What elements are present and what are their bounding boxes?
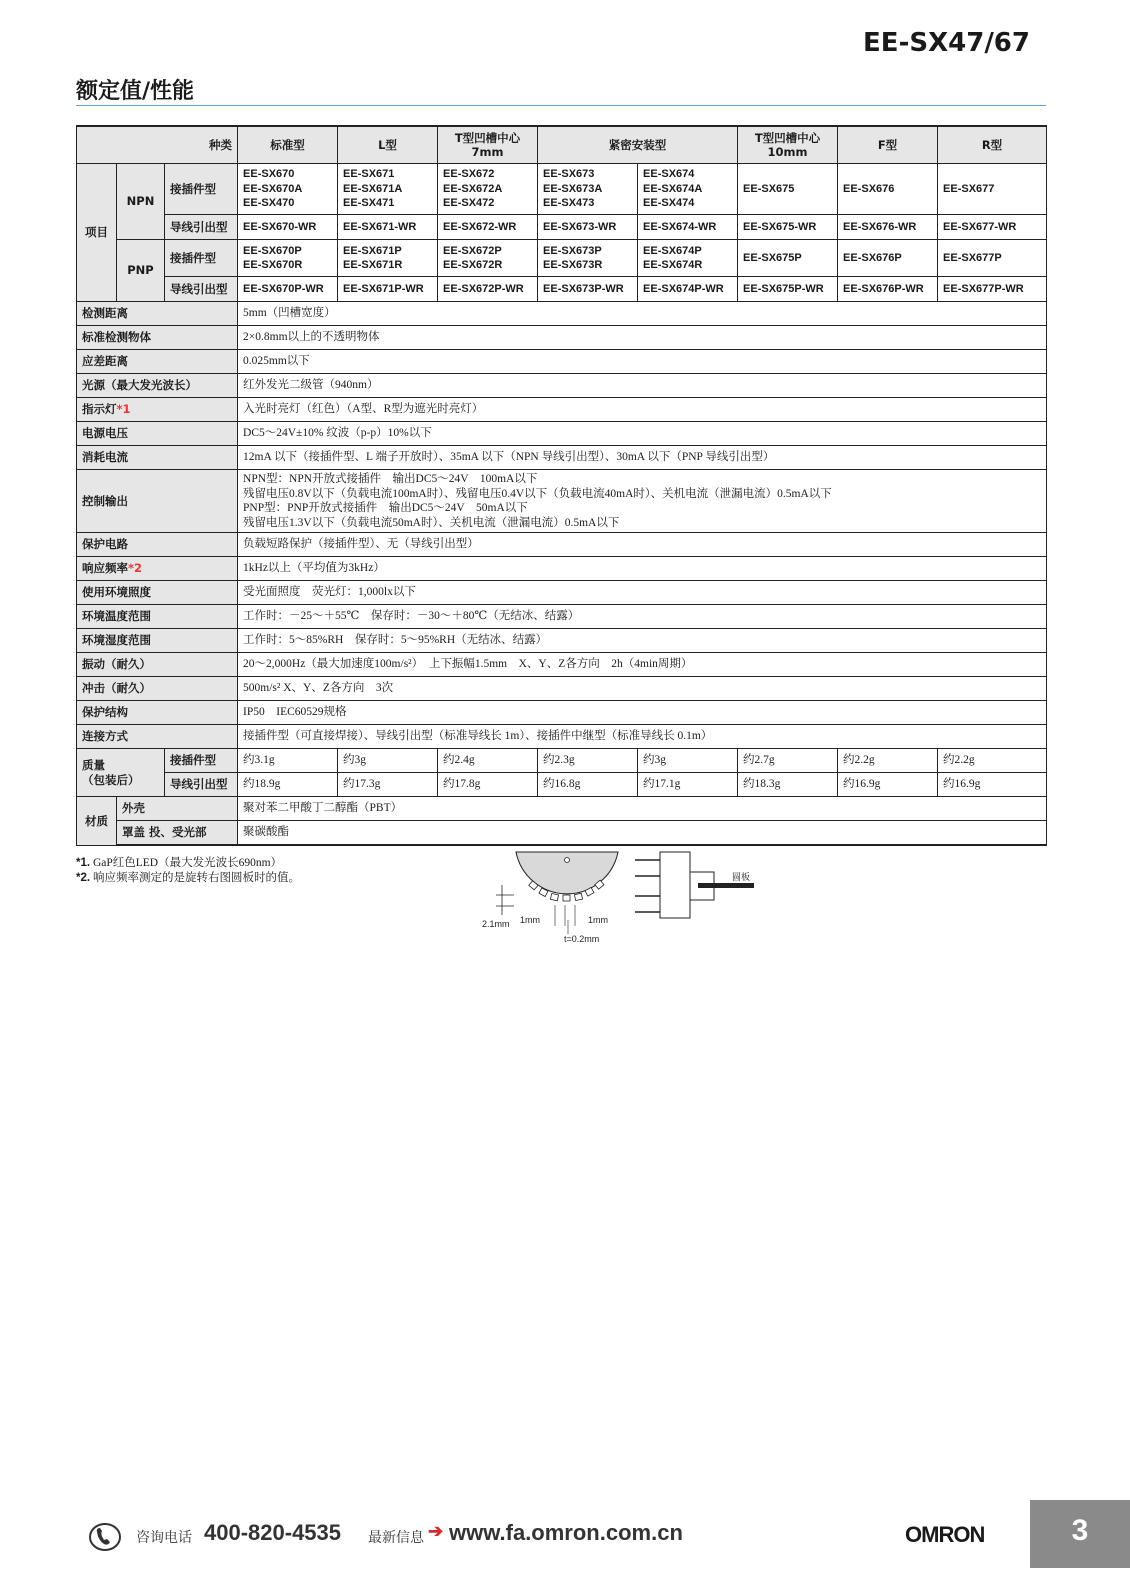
model-number: EE-SX675P (738, 240, 838, 277)
mass-value: 约3.1g (238, 749, 338, 773)
mass-value: 约17.1g (638, 773, 738, 797)
spec-label: 保护结构 (77, 701, 238, 725)
model-number: EE-SX671 EE-SX671A EE-SX471 (338, 164, 438, 215)
spec-label: 环境温度范围 (77, 605, 238, 629)
spec-label: 保护电路 (77, 533, 238, 557)
page-footer (0, 1500, 1130, 1587)
model-number: EE-SX671-WR (338, 215, 438, 240)
section-divider (76, 105, 1046, 106)
spec-value: 红外发光二级管（940nm） (238, 374, 1047, 398)
table-row (77, 821, 1047, 846)
spec-value: IP50 IEC60529规格 (238, 701, 1047, 725)
model-number: EE-SX674 EE-SX674A EE-SX474 (638, 164, 738, 215)
spec-value: 20～2,000Hz（最大加速度100m/s²） 上下振幅1.5mm X、Y、Z各方向 2h（4min周期） (238, 653, 1047, 677)
model-number: EE-SX674-WR (638, 215, 738, 240)
tel-number: 400-820-4535 (204, 1520, 342, 1545)
spec-label: 应差距离 (77, 350, 238, 374)
model-number: EE-SX674P-WR (638, 277, 738, 302)
footnotes (76, 856, 300, 886)
table-row (77, 581, 1047, 605)
spec-value: 入光时亮灯（红色）（A型、R型为遮光时亮灯） (238, 398, 1047, 422)
table-row (77, 326, 1047, 350)
model-number: EE-SX670P EE-SX670R (238, 240, 338, 277)
pnp-label: PNP (117, 240, 165, 302)
dim-thickness-label: t=0.2mm (564, 934, 600, 944)
cover-value: 聚碳酸酯 (238, 821, 1047, 846)
spec-label: 电源电压 (77, 422, 238, 446)
model-number: EE-SX675P-WR (738, 277, 838, 302)
plug-type-label: 接插件型 (165, 240, 238, 277)
mass-value: 约18.3g (738, 773, 838, 797)
material-label: 材质 (77, 797, 117, 846)
table-row (77, 277, 1047, 302)
model-number: EE-SX670-WR (238, 215, 338, 240)
npn-label: NPN (117, 164, 165, 240)
model-number: EE-SX671P EE-SX671R (338, 240, 438, 277)
spec-value: 2×0.8mm以上的不透明物体 (238, 326, 1047, 350)
info-label: 最新信息 (368, 1530, 424, 1546)
model-number: EE-SX677 (938, 164, 1047, 215)
mass-label: 质量 （包装后） (77, 749, 165, 797)
mass-value: 约16.9g (838, 773, 938, 797)
spec-label: 使用环境照度 (77, 581, 238, 605)
table-row (77, 701, 1047, 725)
table-row (77, 446, 1047, 470)
model-number: EE-SX677P-WR (938, 277, 1047, 302)
dim-pitch-label: 1mm (588, 915, 608, 925)
model-number: EE-SX673 EE-SX673A EE-SX473 (538, 164, 638, 215)
spec-label: 指示灯*1 (77, 398, 238, 422)
table-row (77, 653, 1047, 677)
spec-label: 响应频率*2 (77, 557, 238, 581)
table-row (77, 126, 1047, 164)
table-row (77, 725, 1047, 749)
model-number: EE-SX676-WR (838, 215, 938, 240)
wire-type-label: 导线引出型 (165, 277, 238, 302)
column-header: T型凹槽中心 10mm (738, 126, 838, 164)
type-label: 种类 (77, 126, 238, 164)
table-row (77, 677, 1047, 701)
column-header: T型凹槽中心 7mm (438, 126, 538, 164)
model-title: EE-SX47/67 (863, 28, 1030, 58)
model-number: EE-SX674P EE-SX674R (638, 240, 738, 277)
mass-value: 约17.8g (438, 773, 538, 797)
spec-label: 连接方式 (77, 725, 238, 749)
table-row (77, 422, 1047, 446)
phone-icon (88, 1522, 122, 1552)
footnote-2: *2. 响应频率测定的是旋转右图圆板时的值。 (76, 872, 300, 884)
model-number: EE-SX677-WR (938, 215, 1047, 240)
model-number: EE-SX672 EE-SX672A EE-SX472 (438, 164, 538, 215)
spec-value: 工作时：5～85%RH 保存时：5～95%RH（无结冰、结露） (238, 629, 1047, 653)
spec-value: 5mm（凹槽宽度） (238, 302, 1047, 326)
spec-label: 标准检测物体 (77, 326, 238, 350)
spec-value: 1kHz以上（平均值为3kHz） (238, 557, 1047, 581)
case-value: 聚对苯二甲酸丁二醇酯（PBT） (238, 797, 1047, 821)
column-header: L型 (338, 126, 438, 164)
model-number: EE-SX676 (838, 164, 938, 215)
table-row (77, 302, 1047, 326)
spec-label: 振动（耐久） (77, 653, 238, 677)
column-header: R型 (938, 126, 1047, 164)
column-header: 标准型 (238, 126, 338, 164)
table-row (77, 773, 1047, 797)
column-header: 紧密安装型 (538, 126, 738, 164)
item-label: 项目 (77, 164, 117, 302)
model-number: EE-SX670P-WR (238, 277, 338, 302)
plug-type-label: 接插件型 (165, 164, 238, 215)
table-row (77, 215, 1047, 240)
table-row (77, 605, 1047, 629)
table-row (77, 240, 1047, 277)
model-number: EE-SX676P (838, 240, 938, 277)
dim-slot-label: 1mm (520, 915, 540, 925)
table-row (77, 350, 1047, 374)
website-link[interactable]: www.fa.omron.com.cn (449, 1520, 683, 1545)
board-label: 圆板 (732, 873, 751, 883)
mass-value: 约2.4g (438, 749, 538, 773)
spec-value: 受光面照度 荧光灯：1,000lx以下 (238, 581, 1047, 605)
tel-label: 咨询电话 (136, 1530, 192, 1546)
table-row (77, 470, 1047, 533)
spec-label: 光源（最大发光波长） (77, 374, 238, 398)
spec-label: 控制输出 (77, 470, 238, 533)
spec-label: 检测距离 (77, 302, 238, 326)
column-header: F型 (838, 126, 938, 164)
page-number: 3 (1030, 1500, 1130, 1568)
model-number: EE-SX676P-WR (838, 277, 938, 302)
dim-height-label: 2.1mm (482, 919, 510, 929)
wire-type-label: 导线引出型 (165, 773, 238, 797)
model-number: EE-SX675 (738, 164, 838, 215)
footnote-mark: *2 (128, 561, 143, 576)
mass-value: 约2.3g (538, 749, 638, 773)
table-row (77, 749, 1047, 773)
mass-value: 约2.2g (838, 749, 938, 773)
spec-value: DC5～24V±10% 纹波（p-p）10%以下 (238, 422, 1047, 446)
mass-value: 约16.8g (538, 773, 638, 797)
mass-value: 约2.7g (738, 749, 838, 773)
mass-value: 约18.9g (238, 773, 338, 797)
model-number: EE-SX675-WR (738, 215, 838, 240)
arrow-icon: ➔ (428, 1521, 444, 1541)
mass-value: 约2.2g (938, 749, 1047, 773)
model-number: EE-SX671P-WR (338, 277, 438, 302)
mass-value: 约17.3g (338, 773, 438, 797)
table-row (77, 374, 1047, 398)
model-number: EE-SX672P EE-SX672R (438, 240, 538, 277)
model-number: EE-SX670 EE-SX670A EE-SX470 (238, 164, 338, 215)
spec-value: 12mA 以下（接插件型、L 端子开放时）、35mA 以下（NPN 导线引出型）、30mA 以下（PNP 导线引出型） (238, 446, 1047, 470)
spec-value: NPN型：NPN开放式接插件 输出DC5～24V 100mA以下 残留电压0.8V以下（负载电流100mA时）、残留电压0.4V以下（负载电流40mA时）、关机电流（泄漏电流）0.5mA以下 PNP型：PNP开放式接插件 输出DC5～24V 50mA以下 残留电压1.3V以下（负载电流50mA时）、关机电流（泄漏电流）0.5mA以下 (238, 470, 1047, 533)
footnote-1: *1. GaP红色LED（最大发光波长690nm） (76, 857, 283, 869)
spec-table (76, 125, 1047, 846)
mass-value: 约3g (338, 749, 438, 773)
mass-value: 约3g (638, 749, 738, 773)
spec-label: 消耗电流 (77, 446, 238, 470)
section-title: 额定值/性能 (76, 79, 195, 104)
cover-label: 罩盖 投、受光部 (117, 821, 238, 846)
wire-type-label: 导线引出型 (165, 215, 238, 240)
model-number: EE-SX672P-WR (438, 277, 538, 302)
spec-value: 0.025mm以下 (238, 350, 1047, 374)
model-number: EE-SX673P EE-SX673R (538, 240, 638, 277)
model-number: EE-SX672-WR (438, 215, 538, 240)
plug-type-label: 接插件型 (165, 749, 238, 773)
spec-label: 冲击（耐久） (77, 677, 238, 701)
table-row (77, 533, 1047, 557)
spec-value: 工作时：－25～＋55℃ 保存时：－30～＋80℃（无结冰、结露） (238, 605, 1047, 629)
omron-logo: OMRON (905, 1522, 985, 1547)
table-row (77, 629, 1047, 653)
spec-value: 接插件型（可直接焊接）、导线引出型（标准导线长 1m）、接插件中继型（标准导线长 0.1m） (238, 725, 1047, 749)
table-row (77, 398, 1047, 422)
model-number: EE-SX673P-WR (538, 277, 638, 302)
table-row (77, 557, 1047, 581)
footnote-mark: *1 (116, 402, 131, 417)
table-row (77, 164, 1047, 215)
model-number: EE-SX673-WR (538, 215, 638, 240)
spec-value: 负载短路保护（接插件型）、无（导线引出型） (238, 533, 1047, 557)
spec-label: 环境湿度范围 (77, 629, 238, 653)
model-number: EE-SX677P (938, 240, 1047, 277)
spec-value: 500m/s² X、Y、Z各方向 3次 (238, 677, 1047, 701)
case-label: 外壳 (117, 797, 238, 821)
mass-value: 约16.9g (938, 773, 1047, 797)
rotating-disk-diagram (480, 850, 770, 960)
table-row (77, 797, 1047, 821)
